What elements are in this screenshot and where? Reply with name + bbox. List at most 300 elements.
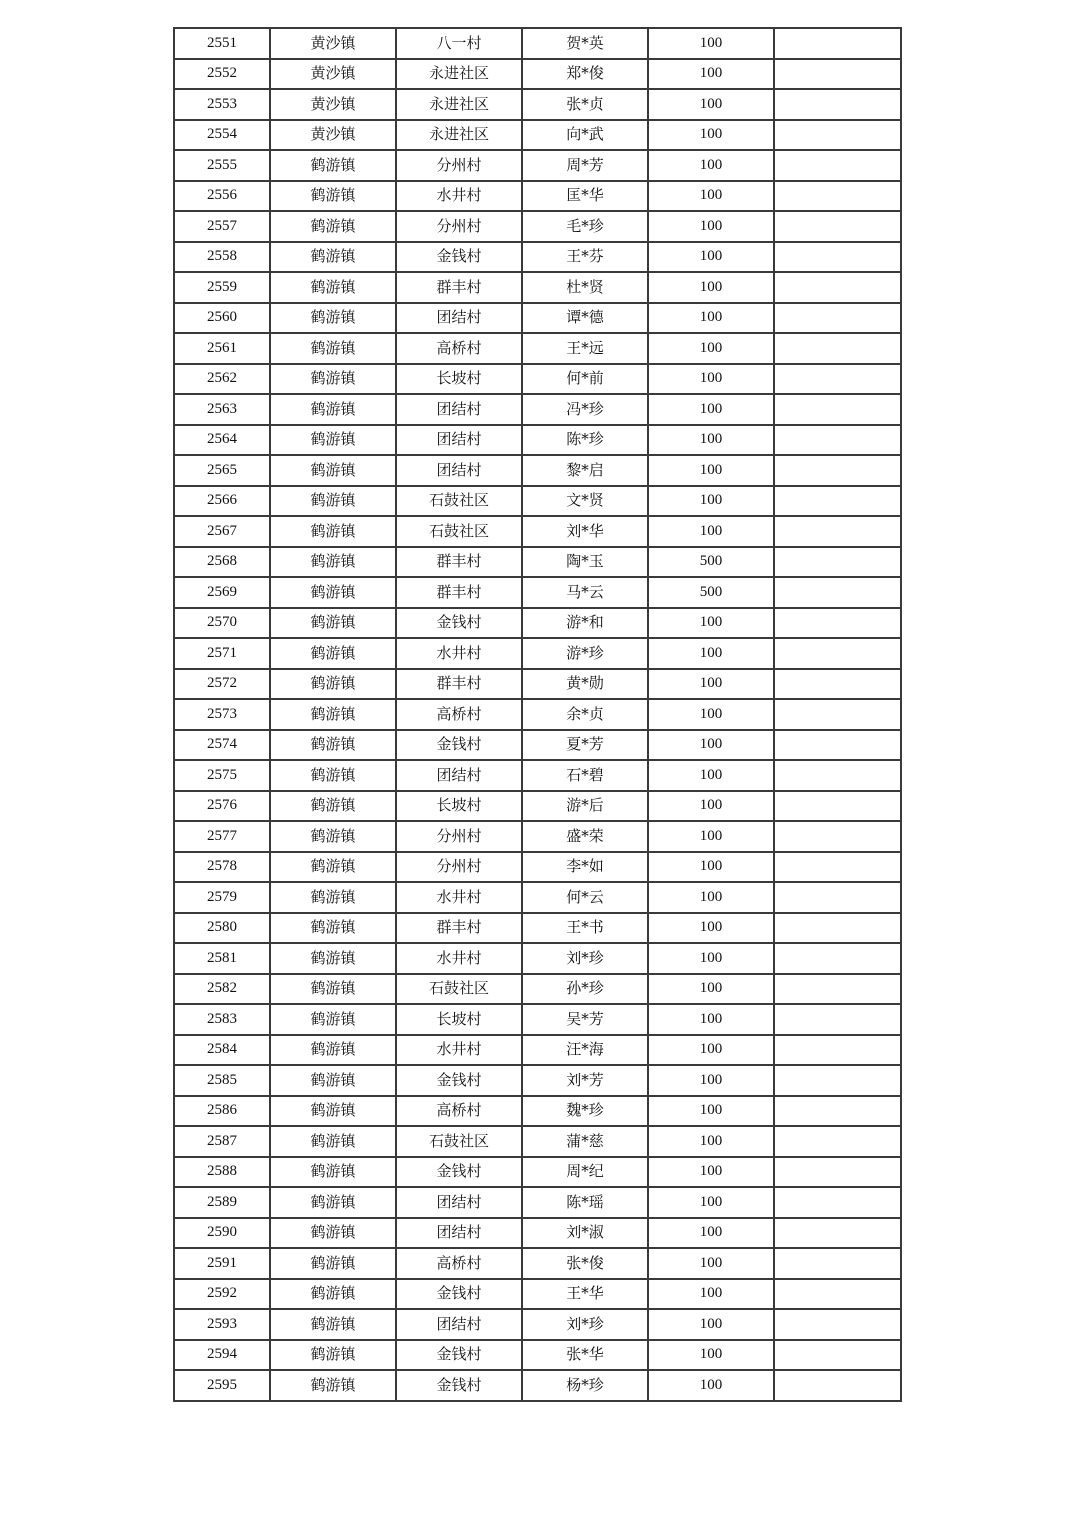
row-note-cell: [774, 425, 901, 456]
row-amount-cell: 100: [648, 1370, 774, 1401]
table-row: [174, 211, 901, 242]
row-town-cell: 鹤游镇: [270, 1370, 396, 1401]
row-name-cell: 游*珍: [522, 638, 648, 669]
row-name-cell: 蒲*慈: [522, 1126, 648, 1157]
row-village-cell: 金钱村: [396, 1340, 522, 1371]
row-note-cell: [774, 1279, 901, 1310]
table-row: [174, 1218, 901, 1249]
row-town-cell: 黄沙镇: [270, 89, 396, 120]
table-row: [174, 59, 901, 90]
table-row: [174, 150, 901, 181]
table-row: [174, 547, 901, 578]
row-seq-cell: 2570: [174, 608, 270, 639]
row-town-cell: 鹤游镇: [270, 333, 396, 364]
table-row: [174, 242, 901, 273]
row-amount-cell: 100: [648, 1035, 774, 1066]
row-town-cell: 鹤游镇: [270, 1279, 396, 1310]
table-row: [174, 28, 901, 59]
row-village-cell: 团结村: [396, 303, 522, 334]
row-seq-cell: 2581: [174, 943, 270, 974]
row-seq-cell: 2564: [174, 425, 270, 456]
row-name-cell: 刘*珍: [522, 1309, 648, 1340]
row-note-cell: [774, 242, 901, 273]
row-seq-cell: 2565: [174, 455, 270, 486]
table-row: [174, 760, 901, 791]
row-amount-cell: 100: [648, 425, 774, 456]
row-name-cell: 刘*淑: [522, 1218, 648, 1249]
row-village-cell: 群丰村: [396, 547, 522, 578]
row-note-cell: [774, 455, 901, 486]
row-name-cell: 何*云: [522, 882, 648, 913]
row-seq-cell: 2551: [174, 28, 270, 59]
row-seq-cell: 2593: [174, 1309, 270, 1340]
row-name-cell: 匡*华: [522, 181, 648, 212]
row-name-cell: 刘*珍: [522, 943, 648, 974]
row-village-cell: 团结村: [396, 1309, 522, 1340]
row-name-cell: 王*华: [522, 1279, 648, 1310]
row-village-cell: 长坡村: [396, 791, 522, 822]
row-name-cell: 魏*珍: [522, 1096, 648, 1127]
row-seq-cell: 2568: [174, 547, 270, 578]
table-row: [174, 669, 901, 700]
row-town-cell: 鹤游镇: [270, 730, 396, 761]
row-seq-cell: 2567: [174, 516, 270, 547]
row-seq-cell: 2557: [174, 211, 270, 242]
row-seq-cell: 2552: [174, 59, 270, 90]
row-amount-cell: 100: [648, 59, 774, 90]
row-amount-cell: 100: [648, 821, 774, 852]
row-note-cell: [774, 1096, 901, 1127]
row-note-cell: [774, 791, 901, 822]
table-row: [174, 1370, 901, 1401]
table-row: [174, 699, 901, 730]
table-row: [174, 1096, 901, 1127]
table-row: [174, 913, 901, 944]
row-seq-cell: 2553: [174, 89, 270, 120]
row-note-cell: [774, 1370, 901, 1401]
row-note-cell: [774, 120, 901, 151]
row-note-cell: [774, 333, 901, 364]
row-name-cell: 游*后: [522, 791, 648, 822]
row-village-cell: 金钱村: [396, 730, 522, 761]
table-row: [174, 1065, 901, 1096]
row-note-cell: [774, 852, 901, 883]
row-name-cell: 孙*珍: [522, 974, 648, 1005]
row-amount-cell: 100: [648, 760, 774, 791]
row-name-cell: 贺*英: [522, 28, 648, 59]
row-town-cell: 鹤游镇: [270, 760, 396, 791]
row-amount-cell: 100: [648, 1309, 774, 1340]
row-amount-cell: 100: [648, 28, 774, 59]
row-name-cell: 马*云: [522, 577, 648, 608]
row-town-cell: 鹤游镇: [270, 394, 396, 425]
row-name-cell: 向*武: [522, 120, 648, 151]
row-name-cell: 何*前: [522, 364, 648, 395]
table-row: [174, 333, 901, 364]
row-town-cell: 鹤游镇: [270, 1004, 396, 1035]
row-village-cell: 分州村: [396, 852, 522, 883]
row-name-cell: 陈*珍: [522, 425, 648, 456]
row-town-cell: 鹤游镇: [270, 425, 396, 456]
row-seq-cell: 2559: [174, 272, 270, 303]
row-village-cell: 水井村: [396, 1035, 522, 1066]
row-town-cell: 鹤游镇: [270, 577, 396, 608]
row-town-cell: 鹤游镇: [270, 1096, 396, 1127]
row-seq-cell: 2575: [174, 760, 270, 791]
row-seq-cell: 2579: [174, 882, 270, 913]
row-village-cell: 石鼓社区: [396, 1126, 522, 1157]
row-village-cell: 团结村: [396, 1218, 522, 1249]
roster-sheet: [173, 27, 900, 1402]
row-town-cell: 鹤游镇: [270, 211, 396, 242]
row-seq-cell: 2562: [174, 364, 270, 395]
table-row: [174, 1309, 901, 1340]
row-name-cell: 刘*芳: [522, 1065, 648, 1096]
row-note-cell: [774, 303, 901, 334]
row-amount-cell: 100: [648, 303, 774, 334]
row-amount-cell: 100: [648, 364, 774, 395]
row-town-cell: 鹤游镇: [270, 821, 396, 852]
row-name-cell: 盛*荣: [522, 821, 648, 852]
row-town-cell: 鹤游镇: [270, 669, 396, 700]
row-seq-cell: 2577: [174, 821, 270, 852]
row-town-cell: 鹤游镇: [270, 882, 396, 913]
row-village-cell: 金钱村: [396, 1065, 522, 1096]
table-row: [174, 364, 901, 395]
row-village-cell: 团结村: [396, 455, 522, 486]
row-village-cell: 水井村: [396, 943, 522, 974]
row-note-cell: [774, 486, 901, 517]
roster-table-body: [174, 28, 901, 1401]
row-note-cell: [774, 516, 901, 547]
row-amount-cell: 100: [648, 1187, 774, 1218]
row-amount-cell: 100: [648, 181, 774, 212]
row-name-cell: 周*纪: [522, 1157, 648, 1188]
table-row: [174, 303, 901, 334]
row-town-cell: 鹤游镇: [270, 699, 396, 730]
row-amount-cell: 100: [648, 1004, 774, 1035]
row-village-cell: 团结村: [396, 760, 522, 791]
row-town-cell: 鹤游镇: [270, 852, 396, 883]
row-seq-cell: 2583: [174, 1004, 270, 1035]
row-amount-cell: 100: [648, 486, 774, 517]
row-amount-cell: 100: [648, 242, 774, 273]
row-village-cell: 永进社区: [396, 120, 522, 151]
row-town-cell: 鹤游镇: [270, 1035, 396, 1066]
row-seq-cell: 2554: [174, 120, 270, 151]
row-seq-cell: 2594: [174, 1340, 270, 1371]
row-name-cell: 杜*贤: [522, 272, 648, 303]
row-amount-cell: 100: [648, 211, 774, 242]
row-seq-cell: 2585: [174, 1065, 270, 1096]
row-village-cell: 群丰村: [396, 272, 522, 303]
row-amount-cell: 100: [648, 913, 774, 944]
table-row: [174, 120, 901, 151]
row-village-cell: 八一村: [396, 28, 522, 59]
table-row: [174, 1035, 901, 1066]
table-row: [174, 89, 901, 120]
row-amount-cell: 500: [648, 547, 774, 578]
row-village-cell: 金钱村: [396, 1279, 522, 1310]
row-amount-cell: 100: [648, 1218, 774, 1249]
row-name-cell: 夏*芳: [522, 730, 648, 761]
row-village-cell: 高桥村: [396, 1248, 522, 1279]
table-row: [174, 638, 901, 669]
row-note-cell: [774, 394, 901, 425]
row-name-cell: 汪*海: [522, 1035, 648, 1066]
row-town-cell: 鹤游镇: [270, 943, 396, 974]
row-village-cell: 水井村: [396, 638, 522, 669]
table-row: [174, 852, 901, 883]
row-amount-cell: 100: [648, 516, 774, 547]
row-town-cell: 鹤游镇: [270, 791, 396, 822]
row-note-cell: [774, 669, 901, 700]
roster-table: [173, 27, 902, 1402]
row-seq-cell: 2578: [174, 852, 270, 883]
row-amount-cell: 100: [648, 1279, 774, 1310]
row-name-cell: 冯*珍: [522, 394, 648, 425]
row-note-cell: [774, 150, 901, 181]
row-town-cell: 鹤游镇: [270, 974, 396, 1005]
row-village-cell: 石鼓社区: [396, 974, 522, 1005]
table-row: [174, 1340, 901, 1371]
table-row: [174, 1004, 901, 1035]
row-seq-cell: 2560: [174, 303, 270, 334]
row-note-cell: [774, 1248, 901, 1279]
row-village-cell: 分州村: [396, 821, 522, 852]
table-row: [174, 1126, 901, 1157]
row-seq-cell: 2555: [174, 150, 270, 181]
row-seq-cell: 2589: [174, 1187, 270, 1218]
table-row: [174, 1248, 901, 1279]
row-amount-cell: 100: [648, 852, 774, 883]
row-town-cell: 鹤游镇: [270, 638, 396, 669]
row-village-cell: 金钱村: [396, 608, 522, 639]
row-town-cell: 鹤游镇: [270, 303, 396, 334]
row-village-cell: 石鼓社区: [396, 486, 522, 517]
table-row: [174, 272, 901, 303]
row-note-cell: [774, 1218, 901, 1249]
row-amount-cell: 100: [648, 120, 774, 151]
row-amount-cell: 100: [648, 150, 774, 181]
row-name-cell: 周*芳: [522, 150, 648, 181]
row-note-cell: [774, 760, 901, 791]
row-seq-cell: 2582: [174, 974, 270, 1005]
row-village-cell: 分州村: [396, 150, 522, 181]
row-amount-cell: 100: [648, 608, 774, 639]
row-amount-cell: 100: [648, 943, 774, 974]
table-row: [174, 974, 901, 1005]
row-town-cell: 鹤游镇: [270, 364, 396, 395]
row-note-cell: [774, 1187, 901, 1218]
row-town-cell: 鹤游镇: [270, 547, 396, 578]
row-town-cell: 鹤游镇: [270, 150, 396, 181]
table-row: [174, 821, 901, 852]
table-row: [174, 943, 901, 974]
row-note-cell: [774, 1004, 901, 1035]
row-seq-cell: 2563: [174, 394, 270, 425]
row-amount-cell: 100: [648, 1096, 774, 1127]
row-name-cell: 王*远: [522, 333, 648, 364]
row-town-cell: 黄沙镇: [270, 59, 396, 90]
row-seq-cell: 2556: [174, 181, 270, 212]
row-village-cell: 长坡村: [396, 1004, 522, 1035]
row-note-cell: [774, 1157, 901, 1188]
row-village-cell: 金钱村: [396, 1157, 522, 1188]
row-village-cell: 群丰村: [396, 913, 522, 944]
row-amount-cell: 100: [648, 669, 774, 700]
row-note-cell: [774, 59, 901, 90]
row-town-cell: 鹤游镇: [270, 608, 396, 639]
row-amount-cell: 100: [648, 882, 774, 913]
table-row: [174, 181, 901, 212]
row-name-cell: 刘*华: [522, 516, 648, 547]
row-village-cell: 团结村: [396, 394, 522, 425]
row-name-cell: 王*书: [522, 913, 648, 944]
row-town-cell: 鹤游镇: [270, 1248, 396, 1279]
row-name-cell: 黎*启: [522, 455, 648, 486]
row-seq-cell: 2595: [174, 1370, 270, 1401]
row-town-cell: 鹤游镇: [270, 1065, 396, 1096]
row-seq-cell: 2576: [174, 791, 270, 822]
row-name-cell: 文*贤: [522, 486, 648, 517]
row-town-cell: 鹤游镇: [270, 1126, 396, 1157]
row-seq-cell: 2569: [174, 577, 270, 608]
row-town-cell: 黄沙镇: [270, 120, 396, 151]
row-amount-cell: 100: [648, 1157, 774, 1188]
row-amount-cell: 100: [648, 1065, 774, 1096]
row-name-cell: 王*芬: [522, 242, 648, 273]
row-town-cell: 鹤游镇: [270, 1157, 396, 1188]
table-row: [174, 577, 901, 608]
row-amount-cell: 100: [648, 638, 774, 669]
row-town-cell: 鹤游镇: [270, 181, 396, 212]
row-note-cell: [774, 821, 901, 852]
row-town-cell: 鹤游镇: [270, 455, 396, 486]
row-village-cell: 高桥村: [396, 1096, 522, 1127]
row-seq-cell: 2591: [174, 1248, 270, 1279]
row-amount-cell: 100: [648, 333, 774, 364]
row-amount-cell: 100: [648, 699, 774, 730]
row-amount-cell: 500: [648, 577, 774, 608]
row-village-cell: 石鼓社区: [396, 516, 522, 547]
row-seq-cell: 2587: [174, 1126, 270, 1157]
table-row: [174, 608, 901, 639]
row-amount-cell: 100: [648, 272, 774, 303]
row-note-cell: [774, 211, 901, 242]
row-name-cell: 陶*玉: [522, 547, 648, 578]
table-row: [174, 730, 901, 761]
row-seq-cell: 2558: [174, 242, 270, 273]
row-name-cell: 黄*勋: [522, 669, 648, 700]
row-village-cell: 分州村: [396, 211, 522, 242]
table-row: [174, 455, 901, 486]
row-town-cell: 鹤游镇: [270, 272, 396, 303]
row-name-cell: 李*如: [522, 852, 648, 883]
row-amount-cell: 100: [648, 1248, 774, 1279]
row-name-cell: 游*和: [522, 608, 648, 639]
row-note-cell: [774, 730, 901, 761]
row-town-cell: 鹤游镇: [270, 1218, 396, 1249]
row-town-cell: 鹤游镇: [270, 1187, 396, 1218]
row-amount-cell: 100: [648, 455, 774, 486]
row-note-cell: [774, 1065, 901, 1096]
row-village-cell: 永进社区: [396, 89, 522, 120]
row-name-cell: 谭*德: [522, 303, 648, 334]
row-name-cell: 郑*俊: [522, 59, 648, 90]
row-seq-cell: 2588: [174, 1157, 270, 1188]
row-note-cell: [774, 1035, 901, 1066]
table-row: [174, 1187, 901, 1218]
row-note-cell: [774, 913, 901, 944]
row-town-cell: 鹤游镇: [270, 913, 396, 944]
row-town-cell: 鹤游镇: [270, 242, 396, 273]
row-amount-cell: 100: [648, 730, 774, 761]
row-name-cell: 吴*芳: [522, 1004, 648, 1035]
row-name-cell: 陈*瑶: [522, 1187, 648, 1218]
row-seq-cell: 2572: [174, 669, 270, 700]
row-name-cell: 杨*珍: [522, 1370, 648, 1401]
row-seq-cell: 2580: [174, 913, 270, 944]
row-name-cell: 张*俊: [522, 1248, 648, 1279]
row-note-cell: [774, 638, 901, 669]
row-note-cell: [774, 28, 901, 59]
table-row: [174, 1157, 901, 1188]
row-amount-cell: 100: [648, 791, 774, 822]
table-row: [174, 425, 901, 456]
table-row: [174, 486, 901, 517]
row-seq-cell: 2586: [174, 1096, 270, 1127]
row-town-cell: 鹤游镇: [270, 1340, 396, 1371]
row-seq-cell: 2592: [174, 1279, 270, 1310]
row-seq-cell: 2561: [174, 333, 270, 364]
row-name-cell: 毛*珍: [522, 211, 648, 242]
row-seq-cell: 2571: [174, 638, 270, 669]
row-name-cell: 张*贞: [522, 89, 648, 120]
row-note-cell: [774, 272, 901, 303]
table-row: [174, 882, 901, 913]
row-seq-cell: 2584: [174, 1035, 270, 1066]
row-note-cell: [774, 699, 901, 730]
row-town-cell: 鹤游镇: [270, 1309, 396, 1340]
row-amount-cell: 100: [648, 974, 774, 1005]
row-village-cell: 永进社区: [396, 59, 522, 90]
row-town-cell: 鹤游镇: [270, 486, 396, 517]
row-amount-cell: 100: [648, 89, 774, 120]
row-village-cell: 团结村: [396, 1187, 522, 1218]
row-amount-cell: 100: [648, 1340, 774, 1371]
row-amount-cell: 100: [648, 394, 774, 425]
row-village-cell: 长坡村: [396, 364, 522, 395]
row-note-cell: [774, 577, 901, 608]
row-name-cell: 石*碧: [522, 760, 648, 791]
row-village-cell: 高桥村: [396, 333, 522, 364]
table-row: [174, 1279, 901, 1310]
row-seq-cell: 2574: [174, 730, 270, 761]
row-town-cell: 黄沙镇: [270, 28, 396, 59]
row-note-cell: [774, 943, 901, 974]
row-note-cell: [774, 1309, 901, 1340]
row-note-cell: [774, 1126, 901, 1157]
row-amount-cell: 100: [648, 1126, 774, 1157]
row-note-cell: [774, 882, 901, 913]
table-row: [174, 791, 901, 822]
row-village-cell: 水井村: [396, 882, 522, 913]
row-town-cell: 鹤游镇: [270, 516, 396, 547]
row-village-cell: 群丰村: [396, 577, 522, 608]
row-village-cell: 金钱村: [396, 242, 522, 273]
row-village-cell: 团结村: [396, 425, 522, 456]
